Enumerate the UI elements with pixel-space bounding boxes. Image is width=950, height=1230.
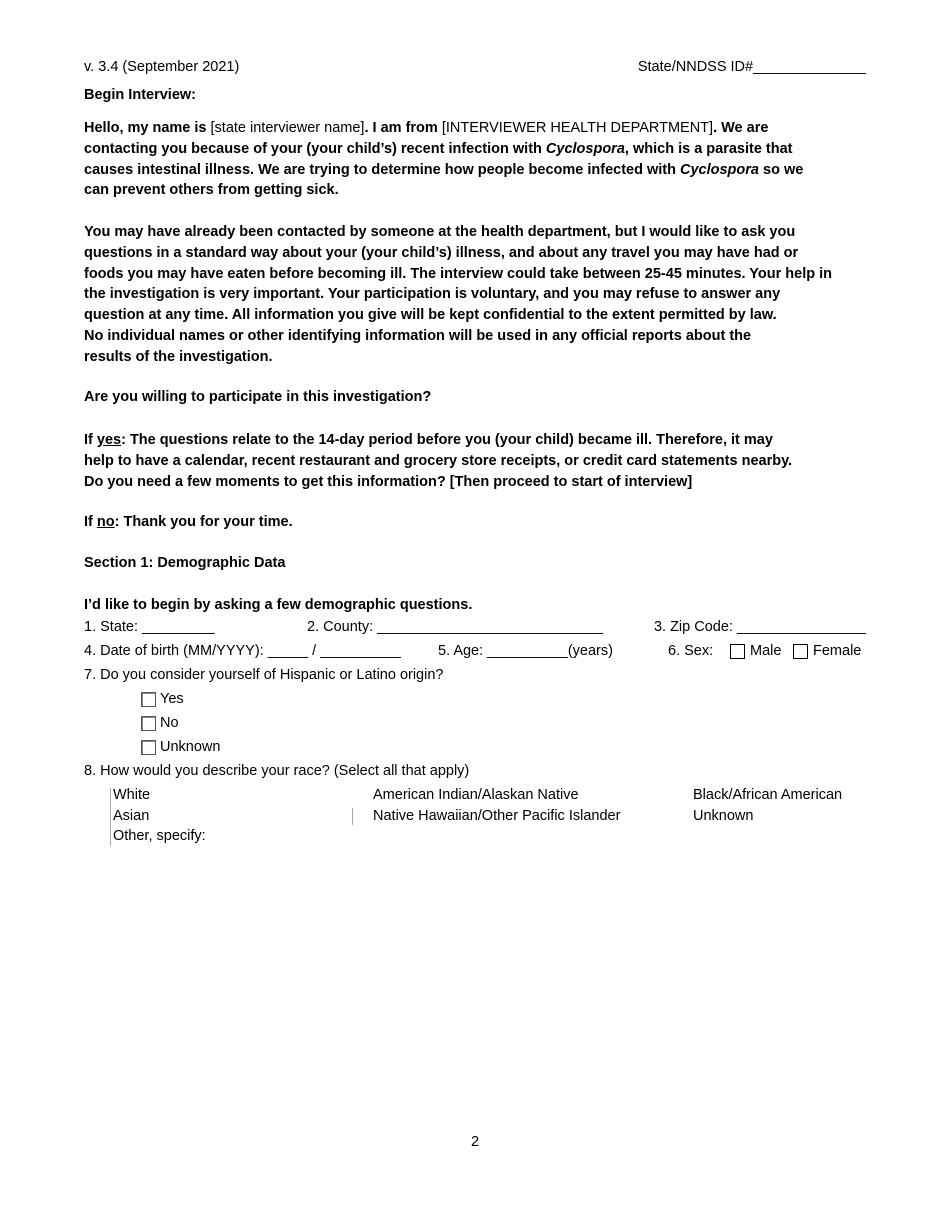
if-yes-instructions: If yes: The questions relate to the 14-day period before you (your child) became ill. Therefore, it may help to have a calendar, recent restaurant and grocery store receipts, or credit card statements nearby. Do you need a few moments to get this information? [Then proceed to start of interview] [84, 432, 793, 490]
hispanic-question: 7. Do you consider yourself of Hispanic or Latino origin? [84, 667, 444, 683]
race-nhpi-option[interactable]: Native Hawaiian/Other Pacific Islander [373, 808, 621, 824]
sex-male-label: Male [750, 643, 782, 659]
race-asian-option[interactable]: Asian [113, 808, 150, 824]
race-question: 8. How would you describe your race? (Select all that apply) [84, 763, 470, 779]
sex-female-checkbox[interactable] [793, 644, 808, 659]
county-field[interactable]: 2. County: ____________________________ [307, 619, 603, 635]
hispanic-yes-checkbox[interactable] [141, 692, 156, 707]
zip-code-field[interactable]: 3. Zip Code: ________________ [653, 619, 866, 635]
race-unknown-option[interactable]: Unknown [693, 808, 754, 824]
intro-paragraph-1: Hello, my name is [state interviewer name]. I am from [INTERVIEWER HEALTH DEPARTMENT]. We are contacting you because of your (your child’s) recent infection with Cyclospora, which is a parasite that causes intestinal illness. We are trying to determine how people become infected with Cyclospora so we can prevent others from getting sick. [84, 120, 804, 199]
version-label: v. 3.4 (September 2021) [84, 59, 240, 75]
sex-female-label: Female [813, 643, 862, 659]
begin-interview-heading: Begin Interview: [84, 87, 196, 103]
intro-paragraph-2: You may have already been contacted by someone at the health department, but I would like to ask you questions in a standard way about your (your child’s) illness, and about any travel you may have had or foods you may have eaten before becoming ill. The interview could take between 25-45 minutes. Your help in the investigation is very important. Your participation is voluntary, and you may refuse to answer any question at any time. All information you give will be kept confidential to the extent permitted by law. No individual names or other identifying information will be used in any official reports about the results of the investigation. [84, 224, 833, 365]
race-other-option[interactable]: Other, specify: [113, 828, 206, 844]
state-field[interactable]: 1. State: _________ [84, 619, 215, 635]
race-white-option[interactable]: White [113, 787, 151, 803]
hispanic-yes-label: Yes [160, 691, 184, 707]
hispanic-no-label: No [160, 715, 179, 731]
section-1-lead: I’d like to begin by asking a few demographic questions. [84, 597, 473, 613]
health-department-placeholder: [INTERVIEWER HEALTH DEPARTMENT] [441, 120, 714, 136]
section-1-title: Section 1: Demographic Data [84, 555, 286, 571]
race-black-option[interactable]: Black/African American [693, 787, 843, 803]
page-number: 2 [471, 1134, 480, 1150]
date-of-birth-field[interactable]: 4. Date of birth (MM/YYYY): _____ / __________ [84, 643, 401, 659]
interviewer-name-placeholder: [state interviewer name] [210, 120, 365, 136]
sex-male-checkbox[interactable] [730, 644, 745, 659]
hispanic-unknown-label: Unknown [160, 739, 221, 755]
if-no-instructions: If no: Thank you for your time. [84, 514, 293, 530]
state-id-field[interactable]: State/NNDSS ID#______________ [637, 59, 866, 75]
age-field[interactable]: 5. Age: __________(years) [438, 643, 613, 659]
sex-label: 6. Sex: [668, 643, 714, 659]
race-checkbox-column-2[interactable] [352, 808, 353, 825]
willing-question: Are you willing to participate in this investigation? [84, 389, 432, 405]
race-aian-option[interactable]: American Indian/Alaskan Native [373, 787, 579, 803]
race-checkbox-column-1[interactable] [110, 788, 111, 846]
hispanic-no-checkbox[interactable] [141, 716, 156, 731]
hispanic-unknown-checkbox[interactable] [141, 740, 156, 755]
